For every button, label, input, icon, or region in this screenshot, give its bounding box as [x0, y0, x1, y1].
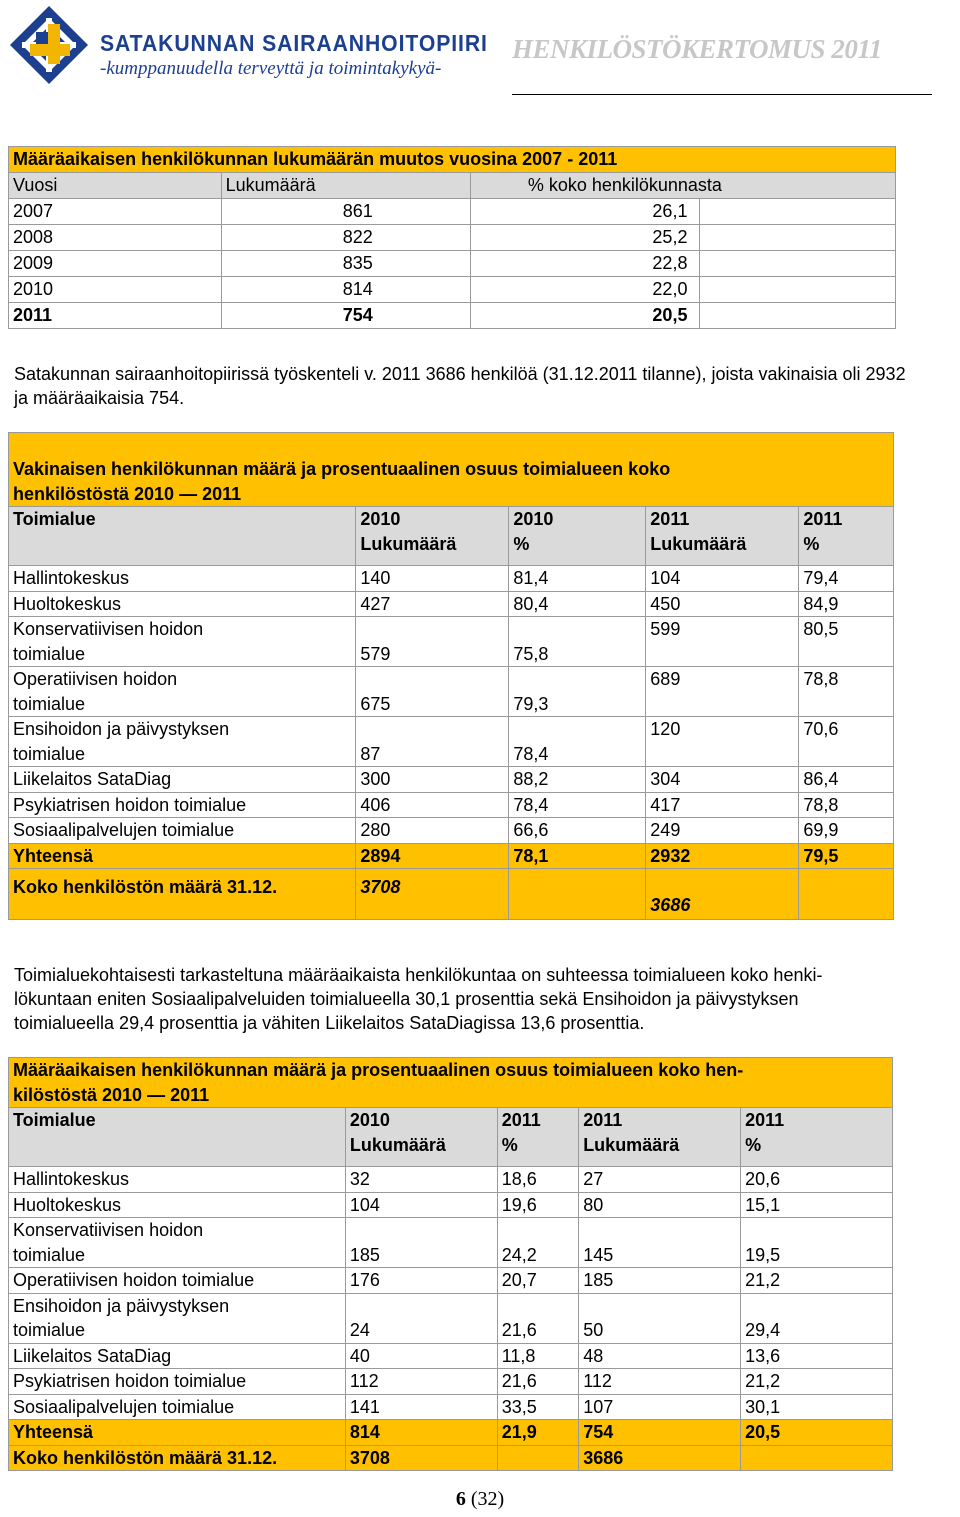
table-row — [9, 591, 894, 617]
report-title: HENKILÖSTÖKERTOMUS 2011 — [512, 34, 882, 64]
table-row — [9, 199, 896, 225]
org-tagline: -kumppanuudella terveyttä ja toimintakykyä- — [100, 58, 442, 79]
percent-cell: 25,2 — [470, 225, 700, 251]
table-row — [9, 1293, 893, 1343]
value-cell: 40 — [345, 1343, 497, 1369]
value-cell: 21,2 — [741, 1268, 893, 1294]
value-cell: 754 — [579, 1420, 741, 1446]
staff-total-label: Koko henkilöstön määrä 31.12. — [9, 1445, 346, 1471]
value-cell: 33,5 — [497, 1394, 578, 1420]
count-cell: 861 — [221, 199, 470, 225]
header-divider — [512, 94, 932, 95]
value-cell: 406 — [356, 792, 509, 818]
table-row — [9, 767, 894, 793]
value-cell: 78,8 — [799, 667, 894, 717]
year-cell: 2009 — [9, 251, 222, 277]
staff-total-row — [9, 869, 894, 920]
table1-header-count: Lukumäärä — [221, 173, 470, 199]
value-cell: 19,5 — [741, 1218, 893, 1268]
value-cell: 15,1 — [741, 1192, 893, 1218]
area-cell: Ensihoidon ja päivystyksen toimialue — [9, 717, 356, 767]
area-cell: Sosiaalipalvelujen toimialue — [9, 1394, 346, 1420]
temporary-staff-analysis-paragraph: Toimialuekohtaisesti tarkasteltuna määräaikaista henkilökuntaa on suhteessa toimialueen koko henki- lökuntaan eniten Sosiaalipalveluiden toimialueella 30,1 prosenttia sekä Ensihoidon ja päivystyksen toimialueella 29,4 prosenttia ja vähiten Liikelaitos SataDiagissa 13,6 prosenttia. — [14, 965, 823, 1033]
org-name: SATAKUNNAN SAIRAANHOITOPIIRI — [100, 30, 488, 56]
count-cell: 814 — [221, 277, 470, 303]
page-number — [0, 1488, 960, 1511]
table-row — [9, 1343, 893, 1369]
empty-cell — [700, 277, 896, 303]
table-row — [9, 1192, 893, 1218]
area-cell: Liikelaitos SataDiag — [9, 767, 356, 793]
empty-cell — [741, 1445, 893, 1471]
total-row — [9, 1420, 893, 1446]
value-cell: 2894 — [356, 843, 509, 869]
table3-header-area: Toimialue — [9, 1108, 346, 1167]
value-cell: 185 — [345, 1218, 497, 1268]
value-cell: 21,9 — [497, 1420, 578, 1446]
value-cell: 675 — [356, 667, 509, 717]
value-cell: 18,6 — [497, 1167, 578, 1193]
empty-cell — [509, 869, 646, 920]
area-cell: Sosiaalipalvelujen toimialue — [9, 818, 356, 844]
value-cell: 141 — [345, 1394, 497, 1420]
value-cell: 79,4 — [799, 566, 894, 592]
area-cell: Ensihoidon ja päivystyksen toimialue — [9, 1293, 346, 1343]
staff-summary-paragraph: Satakunnan sairaanhoitopiirissä työskenteli v. 2011 3686 henkilöä (31.12.2011 tilanne), joista vakinaisia oli 2932 ja määräaikaisia 754. — [14, 364, 906, 408]
empty-cell — [700, 199, 896, 225]
empty-cell — [497, 1445, 578, 1471]
area-cell: Psykiatrisen hoidon toimialue — [9, 792, 356, 818]
table1-header-percent: % koko henkilökunnasta — [470, 173, 895, 199]
value-cell: 78,8 — [799, 792, 894, 818]
table-row — [9, 667, 894, 717]
value-cell: 79,5 — [799, 843, 894, 869]
value-cell: 185 — [579, 1268, 741, 1294]
staff-total-row — [9, 1445, 893, 1471]
value-cell: 300 — [356, 767, 509, 793]
value-cell: 19,6 — [497, 1192, 578, 1218]
page-number-total: (32) — [470, 1488, 505, 1510]
table3-header-percent: 2011 % — [497, 1108, 578, 1167]
value-cell: 3686 — [646, 869, 799, 920]
permanent-staff-table — [8, 432, 894, 920]
table-row — [9, 792, 894, 818]
table-row — [9, 303, 896, 329]
value-cell: 140 — [356, 566, 509, 592]
area-cell: Liikelaitos SataDiag — [9, 1343, 346, 1369]
value-cell: 427 — [356, 591, 509, 617]
table-row — [9, 251, 896, 277]
value-cell: 417 — [646, 792, 799, 818]
value-cell: 20,7 — [497, 1268, 578, 1294]
value-cell: 21,6 — [497, 1293, 578, 1343]
empty-cell — [799, 869, 894, 920]
value-cell: 107 — [579, 1394, 741, 1420]
value-cell: 80 — [579, 1192, 741, 1218]
table2-title-line1: Vakinaisen henkilökunnan määrä ja prosentuaalinen osuus toimialueen koko — [13, 459, 671, 479]
value-cell: 280 — [356, 818, 509, 844]
table3-title-line1: Määräaikaisen henkilökunnan määrä ja prosentuaalinen osuus toimialueen koko hen- — [13, 1060, 744, 1080]
area-cell: Huoltokeskus — [9, 591, 356, 617]
table-row — [9, 1369, 893, 1395]
table2-title — [9, 433, 894, 507]
value-cell: 32 — [345, 1167, 497, 1193]
value-cell: 78,1 — [509, 843, 646, 869]
temporary-staff-trend-table — [8, 146, 896, 329]
value-cell: 48 — [579, 1343, 741, 1369]
table3-header-2011-percent: 2011 % — [741, 1108, 893, 1167]
table-row — [9, 1167, 893, 1193]
total-row — [9, 843, 894, 869]
value-cell: 84,9 — [799, 591, 894, 617]
temporary-staff-table — [8, 1057, 893, 1471]
table-row — [9, 1268, 893, 1294]
percent-cell: 22,0 — [470, 277, 700, 303]
table-row — [9, 717, 894, 767]
page-number-current: 6 — [455, 1488, 466, 1510]
count-cell: 754 — [221, 303, 470, 329]
area-cell: Operatiivisen hoidon toimialue — [9, 667, 356, 717]
page-header — [0, 0, 960, 98]
area-cell: Konservatiivisen hoidon toimialue — [9, 617, 356, 667]
value-cell: 30,1 — [741, 1394, 893, 1420]
year-cell: 2010 — [9, 277, 222, 303]
value-cell: 450 — [646, 591, 799, 617]
value-cell: 50 — [579, 1293, 741, 1343]
value-cell: 75,8 — [509, 617, 646, 667]
area-cell: Huoltokeskus — [9, 1192, 346, 1218]
value-cell: 3686 — [579, 1445, 741, 1471]
value-cell: 112 — [345, 1369, 497, 1395]
value-cell: 599 — [646, 617, 799, 667]
value-cell: 29,4 — [741, 1293, 893, 1343]
count-cell: 822 — [221, 225, 470, 251]
count-cell: 835 — [221, 251, 470, 277]
table-row — [9, 277, 896, 303]
area-cell: Psykiatrisen hoidon toimialue — [9, 1369, 346, 1395]
value-cell: 120 — [646, 717, 799, 767]
value-cell: 176 — [345, 1268, 497, 1294]
table-row — [9, 1394, 893, 1420]
percent-cell: 20,5 — [470, 303, 700, 329]
table2-header-2010-percent: 2010 % — [509, 507, 646, 566]
table3-header-2011-count: 2011 Lukumäärä — [579, 1108, 741, 1167]
total-label: Yhteensä — [9, 1420, 346, 1446]
area-cell: Operatiivisen hoidon toimialue — [9, 1268, 346, 1294]
value-cell: 24 — [345, 1293, 497, 1343]
empty-cell — [700, 251, 896, 277]
value-cell: 21,6 — [497, 1369, 578, 1395]
value-cell: 689 — [646, 667, 799, 717]
table2-header-2011-percent: 2011 % — [799, 507, 894, 566]
value-cell: 579 — [356, 617, 509, 667]
value-cell: 304 — [646, 767, 799, 793]
value-cell: 20,6 — [741, 1167, 893, 1193]
value-cell: 104 — [345, 1192, 497, 1218]
year-cell: 2007 — [9, 199, 222, 225]
table-row — [9, 617, 894, 667]
value-cell: 20,5 — [741, 1420, 893, 1446]
year-cell: 2011 — [9, 303, 222, 329]
table3-title-line2: kilöstöstä 2010 — 2011 — [13, 1084, 210, 1105]
table3-header-2010-count: 2010 Lukumäärä — [345, 1108, 497, 1167]
value-cell: 66,6 — [509, 818, 646, 844]
table-row — [9, 818, 894, 844]
empty-cell — [700, 303, 896, 329]
value-cell: 86,4 — [799, 767, 894, 793]
value-cell: 78,4 — [509, 717, 646, 767]
percent-cell: 22,8 — [470, 251, 700, 277]
table-row — [9, 566, 894, 592]
value-cell: 3708 — [345, 1445, 497, 1471]
table3-title — [9, 1058, 893, 1108]
value-cell: 2932 — [646, 843, 799, 869]
table-row — [9, 1218, 893, 1268]
total-label: Yhteensä — [9, 843, 356, 869]
area-cell: Konservatiivisen hoidon toimialue — [9, 1218, 346, 1268]
value-cell: 79,3 — [509, 667, 646, 717]
value-cell: 81,4 — [509, 566, 646, 592]
value-cell: 112 — [579, 1369, 741, 1395]
value-cell: 78,4 — [509, 792, 646, 818]
value-cell: 145 — [579, 1218, 741, 1268]
value-cell: 104 — [646, 566, 799, 592]
table2-header-2011-count: 2011 Lukumäärä — [646, 507, 799, 566]
year-cell: 2008 — [9, 225, 222, 251]
table2-title-line2: henkilöstöstä 2010 — 2011 — [13, 483, 242, 504]
staff-total-label: Koko henkilöstön määrä 31.12. — [9, 869, 356, 920]
empty-cell — [700, 225, 896, 251]
value-cell: 11,8 — [497, 1343, 578, 1369]
area-cell: Hallintokeskus — [9, 1167, 346, 1193]
value-cell: 3708 — [356, 869, 509, 920]
table-row — [9, 225, 896, 251]
table2-header-area: Toimialue — [9, 507, 356, 566]
value-cell: 249 — [646, 818, 799, 844]
value-cell: 24,2 — [497, 1218, 578, 1268]
table2-header-2010-count: 2010 Lukumäärä — [356, 507, 509, 566]
value-cell: 27 — [579, 1167, 741, 1193]
value-cell: 80,5 — [799, 617, 894, 667]
table1-header-year: Vuosi — [9, 173, 222, 199]
sairaanhoitopiiri-logo-icon — [8, 4, 90, 86]
value-cell: 13,6 — [741, 1343, 893, 1369]
value-cell: 814 — [345, 1420, 497, 1446]
value-cell: 70,6 — [799, 717, 894, 767]
value-cell: 88,2 — [509, 767, 646, 793]
value-cell: 69,9 — [799, 818, 894, 844]
table1-title: Määräaikaisen henkilökunnan lukumäärän muutos vuosina 2007 - 2011 — [9, 147, 896, 173]
value-cell: 21,2 — [741, 1369, 893, 1395]
value-cell: 87 — [356, 717, 509, 767]
area-cell: Hallintokeskus — [9, 566, 356, 592]
value-cell: 80,4 — [509, 591, 646, 617]
percent-cell: 26,1 — [470, 199, 700, 225]
